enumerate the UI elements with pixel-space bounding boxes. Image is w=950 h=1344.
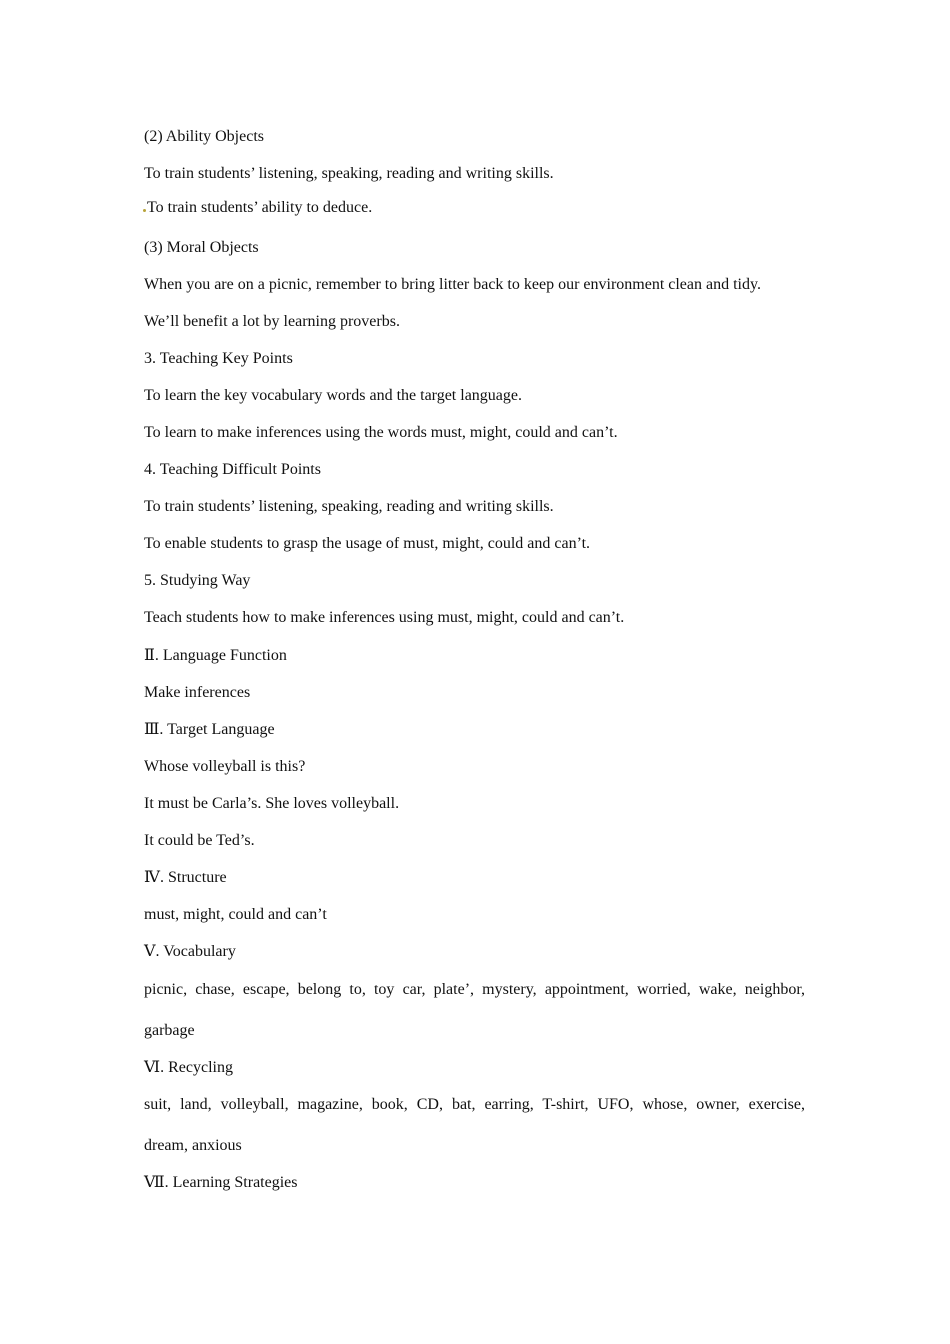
paragraph-line: Whose volleyball is this? [144, 758, 306, 775]
heading-language-function: Ⅱ. Language Function [144, 647, 287, 664]
paragraph-line: To train students’ listening, speaking, reading and writing skills. [144, 165, 554, 182]
heading-studying-way: 5. Studying Way [144, 572, 251, 589]
paragraph-line: To learn to make inferences using the words must, might, could and can’t. [144, 424, 618, 441]
paragraph-line: We’ll benefit a lot by learning proverbs. [144, 313, 400, 330]
paragraph-line: must, might, could and can’t [144, 906, 327, 923]
heading-ability-objects: (2) Ability Objects [144, 128, 264, 145]
heading-recycling: Ⅵ. Recycling [144, 1059, 233, 1076]
heading-moral-objects: (3) Moral Objects [144, 239, 259, 256]
paragraph-line: When you are on a picnic, remember to bring litter back to keep our environment clean and tidy. [144, 276, 761, 293]
recycling-line: suit, land, volleyball, magazine, book, CD, bat, earring, T-shirt, UFO, whose, owner, exercise, [144, 1096, 805, 1113]
vocabulary-line: garbage [144, 1022, 195, 1039]
paragraph-line: To enable students to grasp the usage of must, might, could and can’t. [144, 535, 591, 552]
paragraph-line: It could be Ted’s. [144, 832, 255, 849]
paragraph-line: Make inferences [144, 684, 251, 701]
heading-vocabulary: Ⅴ. Vocabulary [144, 943, 236, 960]
heading-target-language: Ⅲ. Target Language [144, 721, 275, 738]
heading-teaching-difficult-points: 4. Teaching Difficult Points [144, 461, 321, 478]
heading-teaching-key-points: 3. Teaching Key Points [144, 350, 293, 367]
paragraph-text: To train students’ ability to deduce. [147, 199, 373, 216]
heading-learning-strategies: Ⅶ. Learning Strategies [144, 1174, 298, 1191]
paragraph-line: It must be Carla’s. She loves volleyball. [144, 795, 400, 812]
paragraph-line-with-marker [144, 198, 372, 218]
paragraph-line: Teach students how to make inferences using must, might, could and can’t. [144, 609, 625, 626]
vocabulary-line: picnic, chase, escape, belong to, toy car, plate’, mystery, appointment, worried, wake, neighbor, [144, 981, 805, 998]
paragraph-line: To learn the key vocabulary words and the target language. [144, 387, 522, 404]
heading-structure: Ⅳ. Structure [144, 869, 227, 886]
recycling-line: dream, anxious [144, 1137, 242, 1154]
paragraph-line: To train students’ listening, speaking, reading and writing skills. [144, 498, 554, 515]
bullet-dot-icon [143, 209, 146, 212]
